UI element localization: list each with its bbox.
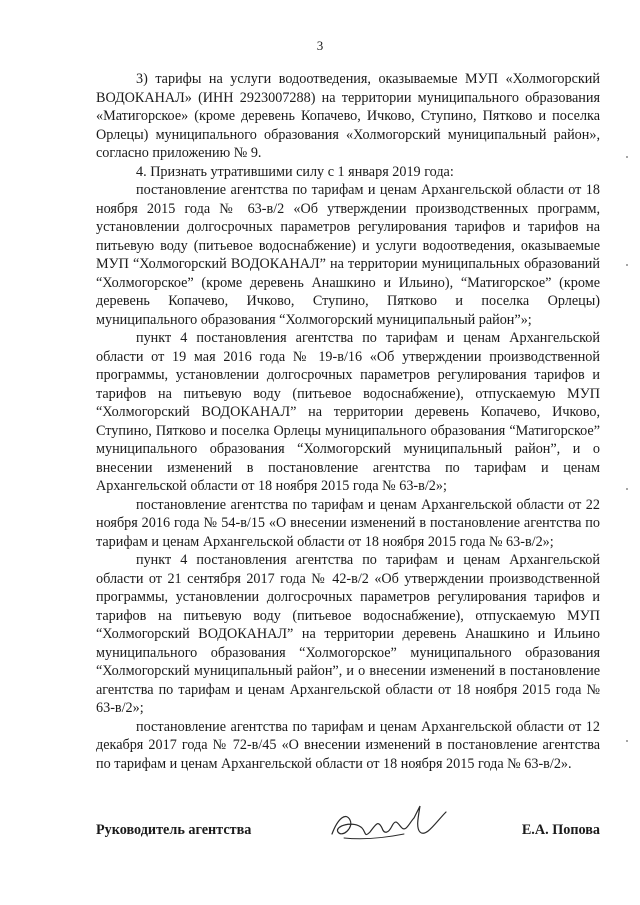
signer-name: Е.А. Попова [521,822,600,838]
paragraph-repeal-19-v16: пункт 4 постановления агентства по тарифам и ценам Архангельской области от 19 мая 2016 года № 19-в/16 «Об утверждении производственной программы, установлении долгосрочных параметров регулирования тарифов и тарифов на питьевую воду (питьевое водоснабжение), отпускаемую МУП “Холмогорский ВОДОКАНАЛ” на территории деревень Копачево, Ичково, Ступино, Пятково и поселка Орлецы муниципального образования “Матигорское” муниципального образования “Холмогорский муниципальный район”, и о внесении изменений в постановление агентства по тарифам и ценам Архангельской области от 18 ноября 2015 года № 63-в/2»; [96,330,600,494]
paragraph-repeal-72-v45: постановление агентства по тарифам и ценам Архангельской области от 12 декабря 2017 года № 72-в/45 «О внесении изменений в постановление агентства по тарифам и ценам Архангельской области от 18 ноября 2015 года № 63-в/2». [96,718,600,772]
page-number: 3 [316,38,324,53]
paragraph-repeal-42-v2: пункт 4 постановления агентства по тарифам и ценам Архангельской области от 21 сентября 2017 года № 42-в/2 «Об утверждении производственной программы, установлении долгосрочных параметров регулирования тарифов и тарифов на питьевую воду (питьевое водоснабжение), отпускаемую МУП “Холмогорский ВОДОКАНАЛ” на территории деревень Анашкино и Ильино муниципального образования “Холмогорское” муниципального образования “Холмогорский муниципальный район”, и о внесении изменений в постановление агентства по тарифам и ценам Архангельской области от 18 ноября 2015 года № 63-в/2»; [96,552,600,716]
margin-dot-icon [624,262,630,268]
paragraph-repeal-63-v2: постановление агентства по тарифам и ценам Архангельской области от 18 ноября 2015 года № 63-в/2 «Об утверждении производственных программ, установлении долгосрочных параметров регулирования тарифов и тарифов на питьевую воду (питьевое водоснабжение) и услуги водоотведения, оказываемые МУП “Холмогорский ВОДОКАНАЛ” на территории муниципальных образований “Холмогорское” (кроме деревень Анашкино и Ильино), “Матигорское” (кроме деревень Копачево, Ичково, Ступино, Пятково и поселка Орлецы) муниципального образования “Холмогорский муниципальный район”»; [96,182,600,328]
document-body [96,70,600,773]
margin-dot-icon [624,154,630,160]
margin-dot-icon [624,738,630,744]
paragraph-repeal-heading: 4. Признать утратившими силу с 1 января 2019 года: [136,163,454,180]
handwritten-signature-icon [324,798,454,848]
signer-title: Руководитель агентства [96,822,252,838]
paragraph-repeal-54-v15: постановление агентства по тарифам и ценам Архангельской области от 22 ноября 2016 года № 54-в/15 «О внесении изменений в постановление агентства по тарифам и ценам Архангельской области от 18 ноября 2015 года № 63-в/2»; [96,496,600,550]
signature-block [96,816,600,846]
margin-dot-icon [624,486,630,492]
paragraph-tariffs-wastewater: 3) тарифы на услуги водоотведения, оказываемые МУП «Холмогорский ВОДОКАНАЛ» (ИНН 2923007288) на территории муниципального образования «Матигорское» (кроме деревень Копачево, Ичково, Ступино, Пятково и поселка Орлецы) муниципального образования «Холмогорский муниципальный район», согласно приложению № 9. [96,71,600,161]
